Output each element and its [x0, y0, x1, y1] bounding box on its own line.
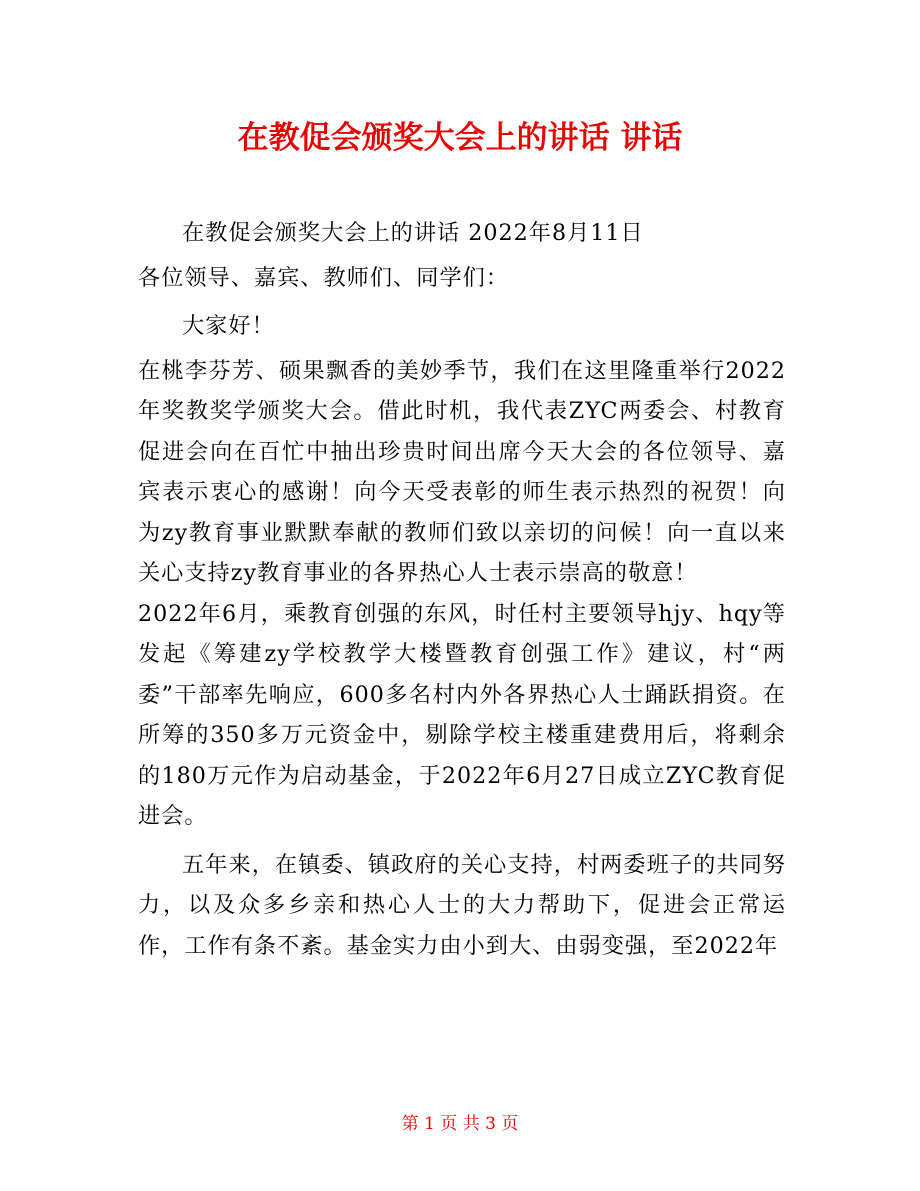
paragraph-history: 2022年6月，乘教育创强的东风，时任村主要领导hjy、hqy等发起《筹建zy学校教学大楼暨教育创强工作》建议，村“两委”干部率先响应，600多名村内外各界热心人士踊跃捐资。在所筹的350多万元资金中，剔除学校主楼重建费用后，将剩余的180万元作为启动基金，于2022年6月27日成立ZYC教育促进会。 — [138, 600, 786, 829]
paragraph-opening: 在桃李芬芳、硕果飘香的美妙季节，我们在这里隆重举行2022年奖教奖学颁奖大会。借此时机，我代表ZYC两委会、村教育促进会向在百忙中抽出珍贵时间出席今天大会的各位领导、嘉宾表示衷心的感谢！向今天受表彰的师生表示热烈的祝贺！向为zy教育事业默默奉献的教师们致以亲切的问候！向一直以来关心支持zy教育事业的各界热心人士表示崇高的敬意！ — [138, 357, 786, 586]
speech-heading-line: 在教促会颁奖大会上的讲话 2022年8月11日 — [182, 220, 644, 246]
salutation: 各位领导、嘉宾、教师们、同学们： — [138, 264, 509, 291]
document-body — [138, 213, 786, 966]
page-number-footer: 第 1 页 共 3 页 — [401, 1114, 519, 1134]
paragraph-five-years: 五年来，在镇委、镇政府的关心支持，村两委班子的共同努力，以及众多乡亲和热心人士的大力帮助下，促进会正常运作，工作有条不紊。基金实力由小到大、由弱变强，至2022年 — [138, 851, 786, 959]
document-title: 在教促会颁奖大会上的讲话 讲话 — [237, 120, 683, 156]
greeting: 大家好！ — [182, 313, 275, 339]
